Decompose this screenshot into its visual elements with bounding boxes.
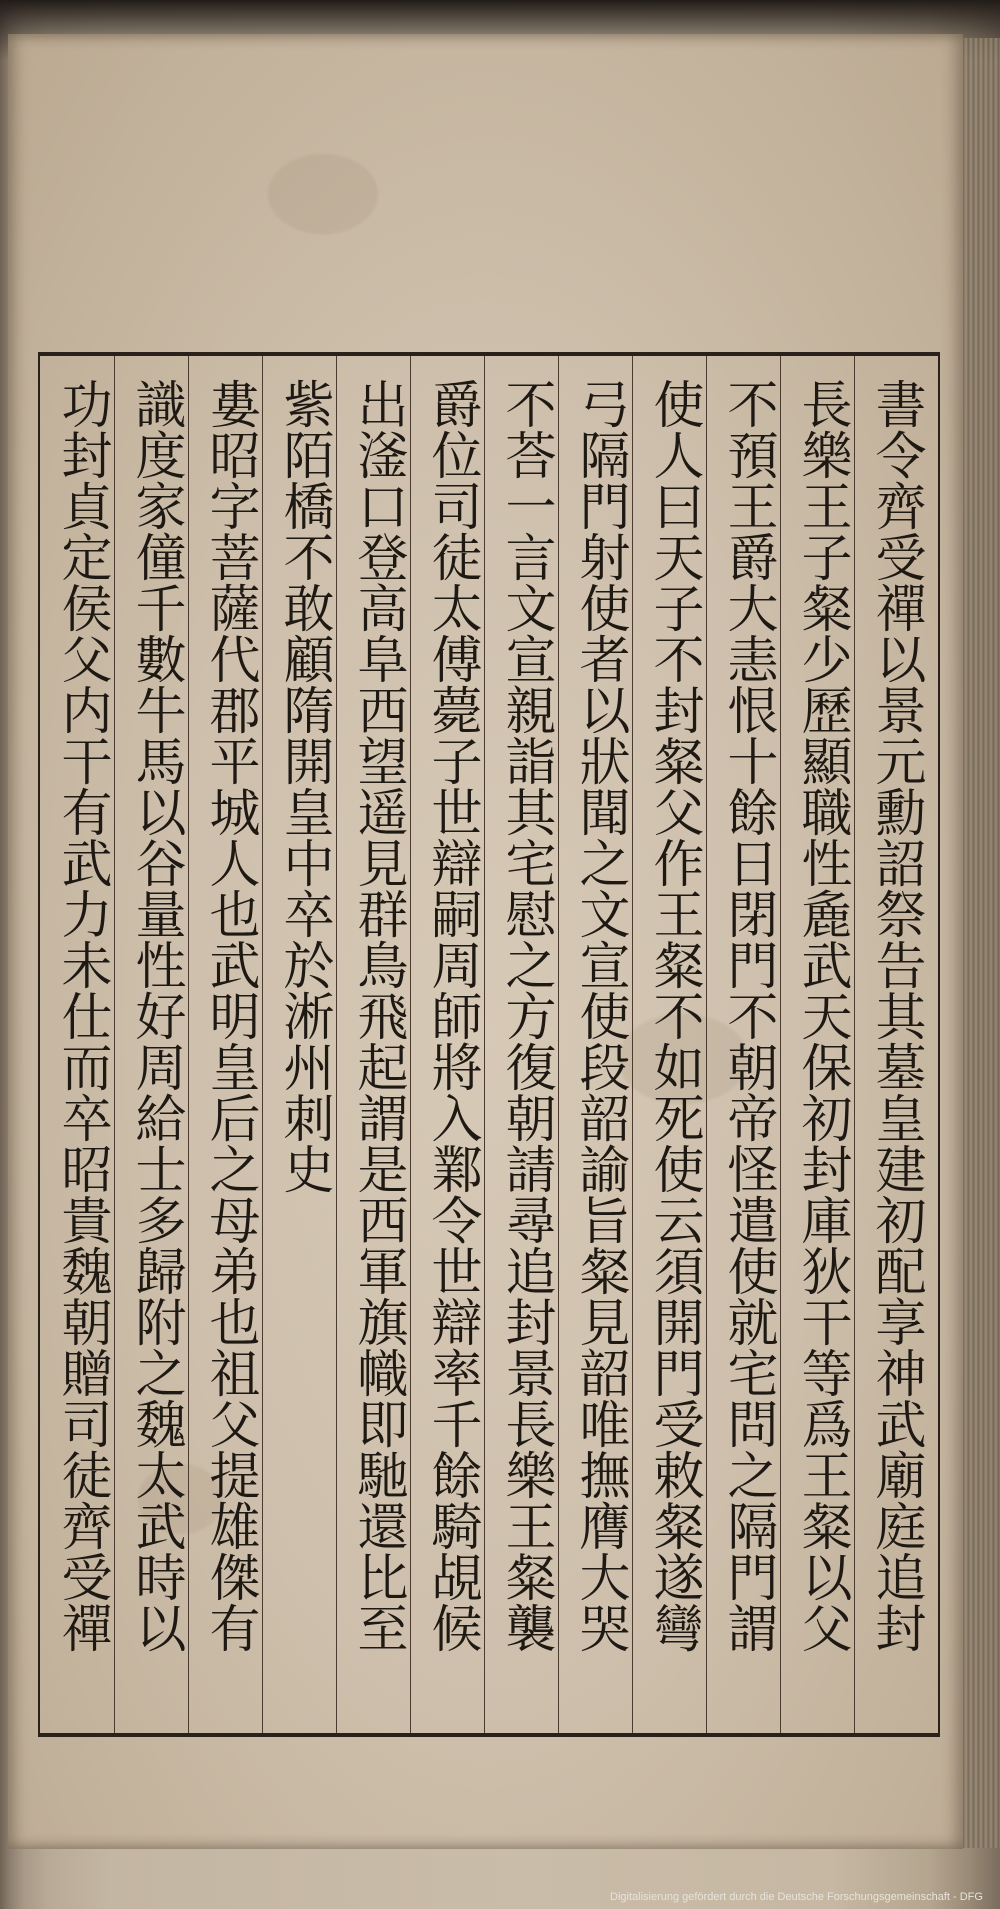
text-column-4: 使人曰天子不封粲父作王粲不如死使云須開門受敕粲遂彎 (644, 378, 703, 1653)
text-frame (38, 352, 940, 1737)
text-column-11: 識度家僮千數牛馬以谷量性好周給士多歸附之魏太武時以 (126, 378, 185, 1653)
text-column-10: 婁昭字菩薩代郡平城人也武明皇后之母弟也祖父提雄傑有 (200, 378, 259, 1653)
paper-stain (268, 154, 378, 234)
book-page (8, 34, 963, 1849)
text-column-9: 紫陌橋不敢顧隋開皇中卒於淅州刺史 (274, 378, 333, 1194)
text-column-6: 不荅一言文宣親詣其宅慰之方復朝請尋追封景長樂王粲襲 (496, 378, 555, 1653)
text-column-3: 不預王爵大恚恨十餘日閉門不朝帝怪遣使就宅問之隔門謂 (718, 378, 777, 1653)
digitization-credit: Digitalisierung gefördert durch die Deutsche Forschungsgemeinschaft - DFG (610, 1891, 983, 1903)
text-column-8: 出滏口登高阜西望遥見群鳥飛起謂是西軍旗幟即馳還比至 (348, 378, 407, 1653)
text-column-1: 書令齊受禪以景元勳詔祭告其墓皇建初配享神武廟庭追封 (866, 378, 925, 1653)
text-column-12: 功封貞定侯父内干有武力未仕而卒昭貴魏朝贈司徒齊受禪 (52, 378, 111, 1653)
text-column-7: 爵位司徒太傅薨子世辯嗣周師將入鄴令世辯率千餘騎覘候 (422, 378, 481, 1653)
text-column-5: 弓隔門射使者以狀聞之文宣使段韶諭旨粲見韶唯撫膺大哭 (570, 378, 629, 1653)
text-column-2: 長樂王子粲少歷顯職性麁武天保初封庫狄干等爲王粲以父 (792, 378, 851, 1653)
